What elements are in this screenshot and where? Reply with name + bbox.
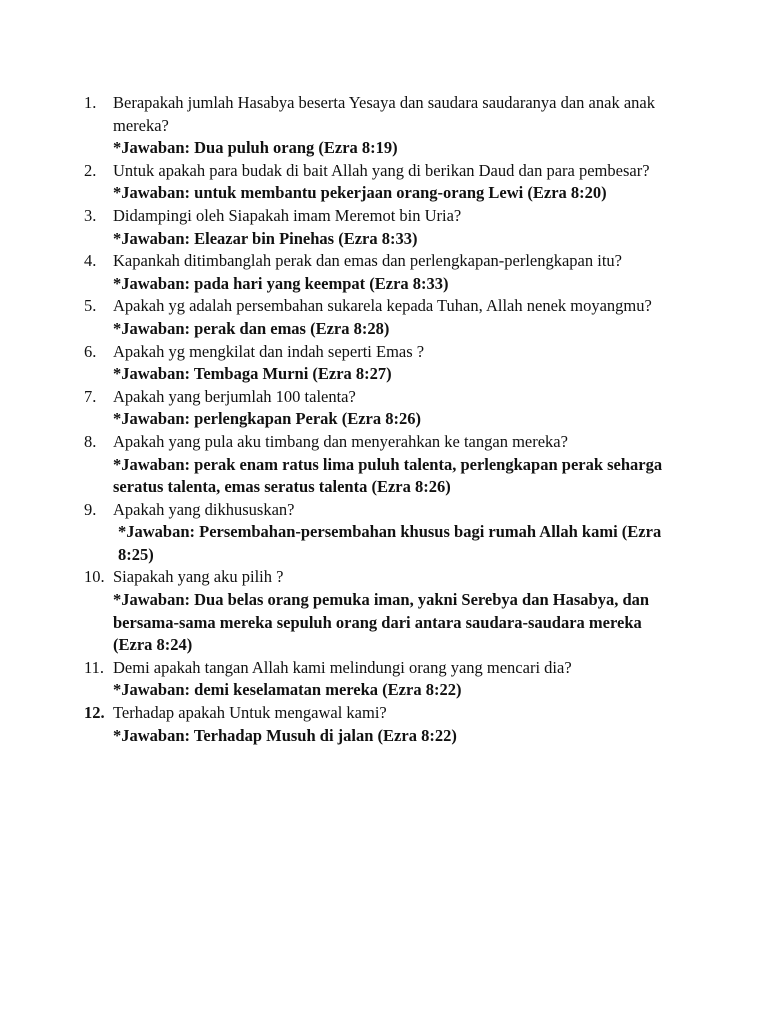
item-number: 3.: [84, 205, 97, 225]
item-number: 12.: [84, 703, 105, 723]
answer-text: *Jawaban: Tembaga Murni (Ezra 8:27): [113, 364, 392, 384]
list-item: [0, 160, 673, 205]
item-number: 9.: [84, 499, 97, 519]
answer-text: *Jawaban: perak enam ratus lima puluh talenta, perlengkapan perak seharga seratus talenta, emas seratus talenta (Ezra 8:26): [113, 454, 663, 497]
question-text: Terhadap apakah Untuk mengawal kami?: [113, 703, 387, 723]
item-number: 1.: [84, 93, 97, 112]
item-number: 8.: [84, 431, 97, 451]
item-number: 11.: [84, 657, 105, 677]
question-text: Siapakah yang aku pilih ?: [113, 567, 284, 587]
question-text: Apakah yg mengkilat dan indah seperti Emas ?: [113, 341, 425, 361]
list-item: [0, 341, 673, 386]
question-text: Apakah yg adalah persembahan sukarela kepada Tuhan, Allah nenek moyangmu?: [113, 296, 652, 316]
answer-text: *Jawaban: Terhadap Musuh di jalan (Ezra 8:22): [113, 725, 457, 745]
question-text: Didampingi oleh Siapakah imam Meremot bin Uria?: [113, 205, 462, 225]
question-text: Demi apakah tangan Allah kami melindungi orang yang mencari dia?: [113, 657, 572, 677]
item-number: 4.: [84, 251, 97, 271]
answer-text: *Jawaban: pada hari yang keempat (Ezra 8:33): [113, 273, 449, 293]
list-item: [0, 92, 673, 160]
answer-text: *Jawaban: Dua belas orang pemuka iman, yakni Serebya dan Hasabya, dan bersama-sama mereka sepuluh orang dari antara saudara-saudara mereka (Ezra 8:24): [113, 590, 650, 655]
item-number: 7.: [84, 386, 97, 406]
list-item: [0, 566, 673, 656]
answer-text: *Jawaban: perak dan emas (Ezra 8:28): [113, 318, 390, 338]
question-text: Kapankah ditimbanglah perak dan emas dan perlengkapan-perlengkapan itu?: [113, 251, 623, 271]
list-item: [0, 250, 673, 295]
question-text: Apakah yang dikhususkan?: [113, 499, 295, 519]
answer-text: *Jawaban: Dua puluh orang (Ezra 8:19): [113, 138, 398, 158]
question-text: Apakah yang berjumlah 100 talenta?: [113, 386, 356, 406]
question-text: Berapakah jumlah Hasabya beserta Yesaya dan saudara saudaranya dan anak anak mereka?: [113, 93, 655, 135]
item-number: 6.: [84, 341, 97, 361]
list-item: [0, 702, 673, 747]
list-item: [0, 295, 673, 340]
question-text: Untuk apakah para budak di bait Allah yang di berikan Daud dan para pembesar?: [113, 160, 650, 180]
item-number: 2.: [84, 160, 97, 180]
item-number: 10.: [84, 567, 105, 587]
list-item: [0, 386, 673, 431]
answer-text: *Jawaban: Eleazar bin Pinehas (Ezra 8:33): [113, 228, 418, 248]
list-item: [0, 499, 673, 567]
answer-text: *Jawaban: Persembahan-persembahan khusus bagi rumah Allah kami (Ezra 8:25): [118, 522, 662, 564]
question-list: [0, 92, 768, 747]
item-number: 5.: [84, 296, 97, 316]
answer-text: *Jawaban: demi keselamatan mereka (Ezra 8:22): [113, 680, 462, 700]
list-item: [0, 205, 673, 250]
answer-text: *Jawaban: untuk membantu pekerjaan orang-orang Lewi (Ezra 8:20): [113, 183, 607, 203]
list-item: [0, 431, 673, 499]
list-item: [0, 657, 673, 702]
question-text: Apakah yang pula aku timbang dan menyerahkan ke tangan mereka?: [113, 431, 568, 451]
answer-text: *Jawaban: perlengkapan Perak (Ezra 8:26): [113, 409, 421, 429]
